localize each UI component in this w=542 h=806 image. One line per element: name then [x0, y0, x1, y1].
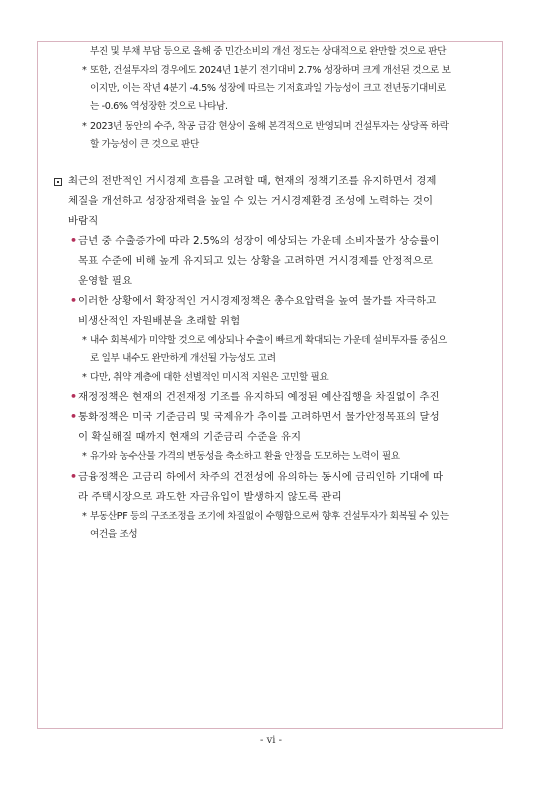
- text-line: 목표 수준에 비해 높게 유지되고 있는 상황을 고려하면 거시경제를 안정적으로: [78, 255, 434, 267]
- note-marker: *: [82, 335, 87, 346]
- bullet-icon: •: [70, 234, 78, 247]
- note-marker: *: [82, 65, 87, 76]
- text-line: 할 가능성이 큰 것으로 판단: [90, 139, 199, 150]
- text-line: 부동산PF 등의 구조조정을 조기에 차질없이 수행함으로써 향후 건설투자가 회복될 수 있는: [90, 511, 449, 522]
- text-line: 바람직: [68, 215, 99, 227]
- text-line: 또한, 건설투자의 경우에도 2024년 1분기 전기대비 2.7% 성장하며 크게 개선된 것으로 보: [90, 65, 451, 76]
- note-marker: *: [82, 121, 87, 132]
- note-marker: *: [82, 451, 87, 462]
- text-line: 다만, 취약 계층에 대한 선별적인 미시적 지원은 고민할 필요: [90, 372, 329, 383]
- bullet-icon: •: [70, 390, 78, 403]
- bullet-icon: •: [70, 410, 78, 423]
- text-line: 여건을 조성: [90, 529, 138, 540]
- text-line: 운영할 필요: [78, 275, 133, 287]
- page-number: - vi -: [260, 735, 282, 746]
- square-bullet-icon: [54, 178, 62, 186]
- text-line: 부진 및 부채 부담 등으로 올해 중 민간소비의 개선 정도는 상대적으로 완만할 것으로 판단: [90, 46, 447, 57]
- bullet-icon: •: [70, 470, 78, 483]
- text-line: 통화정책은 미국 기준금리 및 국제유가 추이를 고려하면서 물가안정목표의 달성: [78, 411, 440, 423]
- text-line: 이러한 상황에서 확장적인 거시경제정책은 총수요압력을 높여 물가를 자극하고: [78, 295, 437, 307]
- note-marker: *: [82, 372, 87, 383]
- bullet-icon: •: [70, 294, 78, 307]
- text-line: 이지만, 이는 작년 4분기 -4.5% 성장에 따르는 기저효과일 가능성이 크고 전년동기대비로: [90, 83, 446, 94]
- text-line: 내수 회복세가 미약할 것으로 예상되나 수출이 빠르게 확대되는 가운데 설비투자를 중심으: [90, 335, 447, 346]
- text-line: 유가와 농수산물 가격의 변동성을 축소하고 환율 안정을 도모하는 노력이 필요: [90, 451, 400, 462]
- text-line: 라 주택시장으로 과도한 자금유입이 발생하지 않도록 관리: [78, 491, 342, 503]
- text-line: 재정정책은 현재의 건전재정 기조를 유지하되 예정된 예산집행을 차질없이 추진: [78, 391, 440, 403]
- text-line: 금년 중 수출증가에 따라 2.5%의 성장이 예상되는 가운데 소비자물가 상승률이: [78, 235, 440, 247]
- text-line: 로 일부 내수도 완만하게 개선될 가능성도 고려: [90, 353, 276, 364]
- text-line: 최근의 전반적인 거시경제 흐름을 고려할 때, 현재의 정책기조를 유지하면서 경제: [68, 175, 437, 187]
- text-line: 는 -0.6% 역성장한 것으로 나타남.: [90, 101, 228, 112]
- text-line: 체질을 개선하고 성장잠재력을 높일 수 있는 거시경제환경 조성에 노력하는 것이: [68, 195, 434, 207]
- text-line: 금융정책은 고금리 하에서 차주의 건전성에 유의하는 동시에 금리인하 기대에 따: [78, 471, 444, 483]
- note-marker: *: [82, 511, 87, 522]
- text-line: 2023년 동안의 수주, 착공 급감 현상이 올해 본격적으로 반영되며 건설투자는 상당폭 하락: [90, 121, 449, 132]
- text-line: 이 확실해질 때까지 현재의 기준금리 수준을 유지: [78, 431, 302, 443]
- text-line: 비생산적인 자원배분을 초래할 위험: [78, 315, 241, 327]
